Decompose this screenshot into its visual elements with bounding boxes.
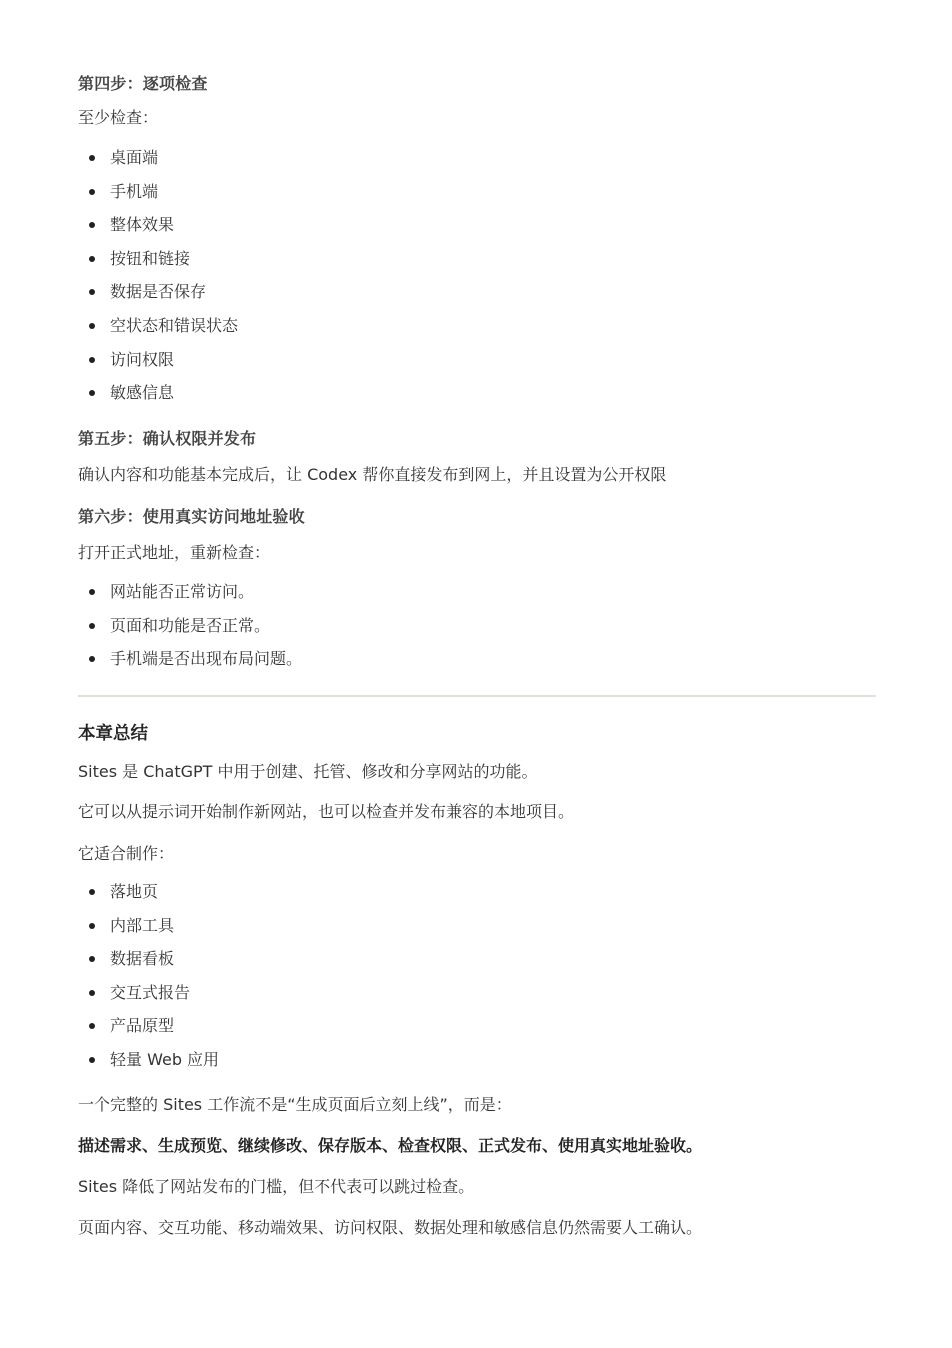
bullet-icon (89, 990, 95, 996)
bullet-icon (89, 289, 95, 295)
bullet-icon (89, 323, 95, 329)
list-item: 按钮和链接 (78, 247, 238, 281)
list-item: 数据是否保存 (78, 280, 238, 314)
step6-heading: 第六步：使用真实访问地址验收 (78, 507, 305, 526)
summary-paragraph-6: Sites 降低了网站发布的门槛，但不代表可以跳过检查。 (78, 1177, 475, 1196)
section-divider (78, 695, 876, 697)
list-item: 产品原型 (78, 1014, 219, 1048)
summary-paragraph-7: 页面内容、交互功能、移动端效果、访问权限、数据处理和敏感信息仍然需要人工确认。 (78, 1218, 703, 1237)
list-item: 页面和功能是否正常。 (78, 614, 302, 648)
step6-checklist (78, 580, 302, 681)
summary-paragraph-3: 它适合制作： (78, 844, 175, 863)
list-item: 数据看板 (78, 947, 219, 981)
list-item: 轻量 Web 应用 (78, 1048, 219, 1082)
bullet-icon (89, 589, 95, 595)
bullet-icon (89, 155, 95, 161)
step5-body: 确认内容和功能基本完成后，让 Codex 帮你直接发布到网上，并且设置为公开权限 (78, 465, 667, 484)
summary-heading: 本章总结 (78, 724, 148, 744)
list-item: 内部工具 (78, 914, 219, 948)
bullet-icon (89, 1057, 95, 1063)
bullet-icon (89, 256, 95, 262)
list-item: 网站能否正常访问。 (78, 580, 302, 614)
list-item: 手机端 (78, 180, 238, 214)
bullet-icon (89, 956, 95, 962)
list-item: 访问权限 (78, 348, 238, 382)
bullet-icon (89, 390, 95, 396)
bullet-icon (89, 923, 95, 929)
summary-paragraph-2: 它可以从提示词开始制作新网站，也可以检查并发布兼容的本地项目。 (78, 802, 575, 821)
list-item: 落地页 (78, 880, 219, 914)
step4-checklist (78, 146, 238, 415)
summary-workflow: 描述需求、生成预览、继续修改、保存版本、检查权限、正式发布、使用真实地址验收。 (78, 1136, 703, 1155)
step6-intro: 打开正式地址，重新检查： (78, 543, 271, 562)
list-item: 手机端是否出现布局问题。 (78, 647, 302, 681)
bullet-icon (89, 1023, 95, 1029)
bullet-icon (89, 889, 95, 895)
summary-use-cases (78, 880, 219, 1082)
list-item: 敏感信息 (78, 381, 238, 415)
bullet-icon (89, 357, 95, 363)
bullet-icon (89, 222, 95, 228)
bullet-icon (89, 656, 95, 662)
summary-paragraph-4: 一个完整的 Sites 工作流不是“生成页面后立刻上线”，而是： (78, 1095, 512, 1114)
step4-heading: 第四步：逐项检查 (78, 74, 208, 93)
list-item: 空状态和错误状态 (78, 314, 238, 348)
list-item: 桌面端 (78, 146, 238, 180)
list-item: 交互式报告 (78, 981, 219, 1015)
summary-paragraph-1: Sites 是 ChatGPT 中用于创建、托管、修改和分享网站的功能。 (78, 762, 538, 781)
list-item: 整体效果 (78, 213, 238, 247)
step4-intro: 至少检查： (78, 108, 159, 127)
step5-heading: 第五步：确认权限并发布 (78, 429, 257, 448)
bullet-icon (89, 623, 95, 629)
bullet-icon (89, 189, 95, 195)
